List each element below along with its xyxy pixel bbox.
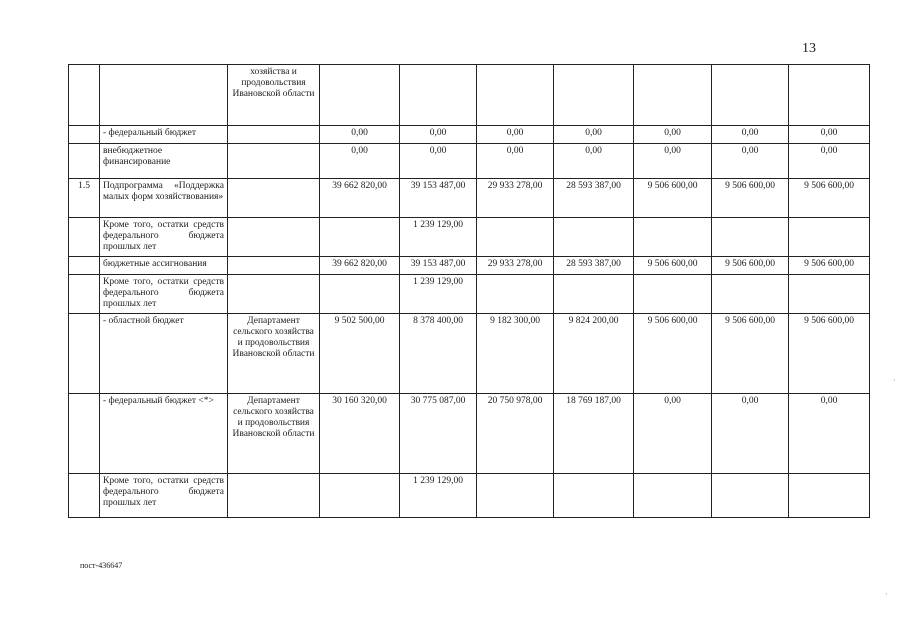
table-row (69, 394, 870, 474)
amount-cell (477, 275, 554, 314)
row-name-cell: - областной бюджет (100, 314, 228, 394)
amount-cell: 39 153 487,00 (400, 257, 477, 275)
amount-cell: 29 933 278,00 (477, 257, 554, 275)
amount-cell: 8 378 400,00 (400, 314, 477, 394)
amount-cell: 9 506 600,00 (789, 179, 870, 218)
row-name-cell: внебюджетное финансирование (100, 144, 228, 179)
amount-cell: 0,00 (320, 126, 400, 144)
table-row (69, 144, 870, 179)
amount-cell (789, 474, 870, 518)
amount-cell: 28 593 387,00 (554, 179, 634, 218)
amount-cell (789, 65, 870, 126)
amount-cell: 9 506 600,00 (789, 314, 870, 394)
amount-cell (320, 218, 400, 257)
amount-cell: 9 506 600,00 (789, 257, 870, 275)
amount-cell (320, 275, 400, 314)
amount-cell: 0,00 (712, 394, 789, 474)
amount-cell: 9 506 600,00 (712, 314, 789, 394)
amount-cell (712, 218, 789, 257)
row-index-cell (69, 65, 100, 126)
amount-cell: 1 239 129,00 (400, 218, 477, 257)
page-number: 13 (802, 41, 816, 56)
amount-cell (320, 474, 400, 518)
amount-cell (554, 218, 634, 257)
amount-cell: 30 160 320,00 (320, 394, 400, 474)
amount-cell: 0,00 (400, 144, 477, 179)
amount-cell (477, 218, 554, 257)
table-row (69, 314, 870, 394)
amount-cell (400, 65, 477, 126)
amount-cell: 9 506 600,00 (634, 257, 712, 275)
amount-cell (789, 275, 870, 314)
row-index-cell (69, 218, 100, 257)
row-name-cell: Кроме того, остатки средств федерального бюджета прошлых лет (100, 275, 228, 314)
table-row (69, 218, 870, 257)
amount-cell: 0,00 (400, 126, 477, 144)
department-cell (228, 144, 320, 179)
amount-cell: 30 775 087,00 (400, 394, 477, 474)
amount-cell (477, 474, 554, 518)
amount-cell (634, 275, 712, 314)
row-index-cell (69, 275, 100, 314)
department-cell: Департамент сельского хозяйства и продовольствия Ивановской области (228, 314, 320, 394)
department-cell (228, 474, 320, 518)
scan-mark: · (893, 376, 896, 385)
amount-cell: 39 662 820,00 (320, 179, 400, 218)
row-name-cell: - федеральный бюджет (100, 126, 228, 144)
amount-cell: 0,00 (634, 394, 712, 474)
amount-cell: 9 506 600,00 (712, 179, 789, 218)
department-cell (228, 275, 320, 314)
row-index-cell (69, 126, 100, 144)
department-cell (228, 257, 320, 275)
amount-cell: 39 662 820,00 (320, 257, 400, 275)
row-index-cell (69, 144, 100, 179)
amount-cell: 0,00 (554, 126, 634, 144)
amount-cell: 0,00 (320, 144, 400, 179)
department-cell (228, 126, 320, 144)
budget-table (68, 64, 870, 518)
amount-cell (789, 218, 870, 257)
amount-cell: 9 502 500,00 (320, 314, 400, 394)
amount-cell: 9 506 600,00 (634, 179, 712, 218)
scan-mark: · (885, 590, 888, 599)
row-name-cell: Кроме того, остатки средств федерального бюджета прошлых лет (100, 218, 228, 257)
amount-cell: 0,00 (554, 144, 634, 179)
amount-cell: 39 153 487,00 (400, 179, 477, 218)
row-name-cell: - федеральный бюджет <*> (100, 394, 228, 474)
table-row (69, 126, 870, 144)
amount-cell (554, 65, 634, 126)
row-index-cell: 1.5 (69, 179, 100, 218)
amount-cell: 0,00 (477, 144, 554, 179)
amount-cell (554, 275, 634, 314)
table-row (69, 257, 870, 275)
amount-cell: 29 933 278,00 (477, 179, 554, 218)
row-name-cell (100, 65, 228, 126)
row-name-cell: бюджетные ассигнования (100, 257, 228, 275)
amount-cell (634, 65, 712, 126)
department-cell: Департамент сельского хозяйства и продовольствия Ивановской области (228, 394, 320, 474)
amount-cell (712, 474, 789, 518)
amount-cell: 0,00 (477, 126, 554, 144)
amount-cell (477, 65, 554, 126)
amount-cell: 1 239 129,00 (400, 275, 477, 314)
amount-cell: 1 239 129,00 (400, 474, 477, 518)
row-index-cell (69, 314, 100, 394)
amount-cell: 0,00 (712, 126, 789, 144)
amount-cell: 9 182 300,00 (477, 314, 554, 394)
amount-cell (712, 65, 789, 126)
table-row (69, 179, 870, 218)
amount-cell (320, 65, 400, 126)
department-cell: хозяйства и продовольствия Ивановской области (228, 65, 320, 126)
row-index-cell (69, 394, 100, 474)
amount-cell: 18 769 187,00 (554, 394, 634, 474)
table-row (69, 474, 870, 518)
amount-cell: 9 506 600,00 (634, 314, 712, 394)
row-index-cell (69, 257, 100, 275)
department-cell (228, 179, 320, 218)
table-row (69, 65, 870, 126)
amount-cell: 9 506 600,00 (712, 257, 789, 275)
department-cell (228, 218, 320, 257)
row-name-cell: Кроме того, остатки средств федерального бюджета прошлых лет (100, 474, 228, 518)
footer-stamp: пост-436647 (80, 561, 123, 570)
amount-cell: 0,00 (789, 394, 870, 474)
amount-cell (554, 474, 634, 518)
amount-cell: 0,00 (789, 144, 870, 179)
row-index-cell (69, 474, 100, 518)
amount-cell: 0,00 (789, 126, 870, 144)
table-row (69, 275, 870, 314)
row-name-cell: Подпрограмма «Поддержка малых форм хозяйствования» (100, 179, 228, 218)
amount-cell: 9 824 200,00 (554, 314, 634, 394)
amount-cell (634, 218, 712, 257)
amount-cell: 0,00 (712, 144, 789, 179)
amount-cell: 20 750 978,00 (477, 394, 554, 474)
amount-cell (712, 275, 789, 314)
amount-cell (634, 474, 712, 518)
amount-cell: 28 593 387,00 (554, 257, 634, 275)
amount-cell: 0,00 (634, 126, 712, 144)
amount-cell: 0,00 (634, 144, 712, 179)
